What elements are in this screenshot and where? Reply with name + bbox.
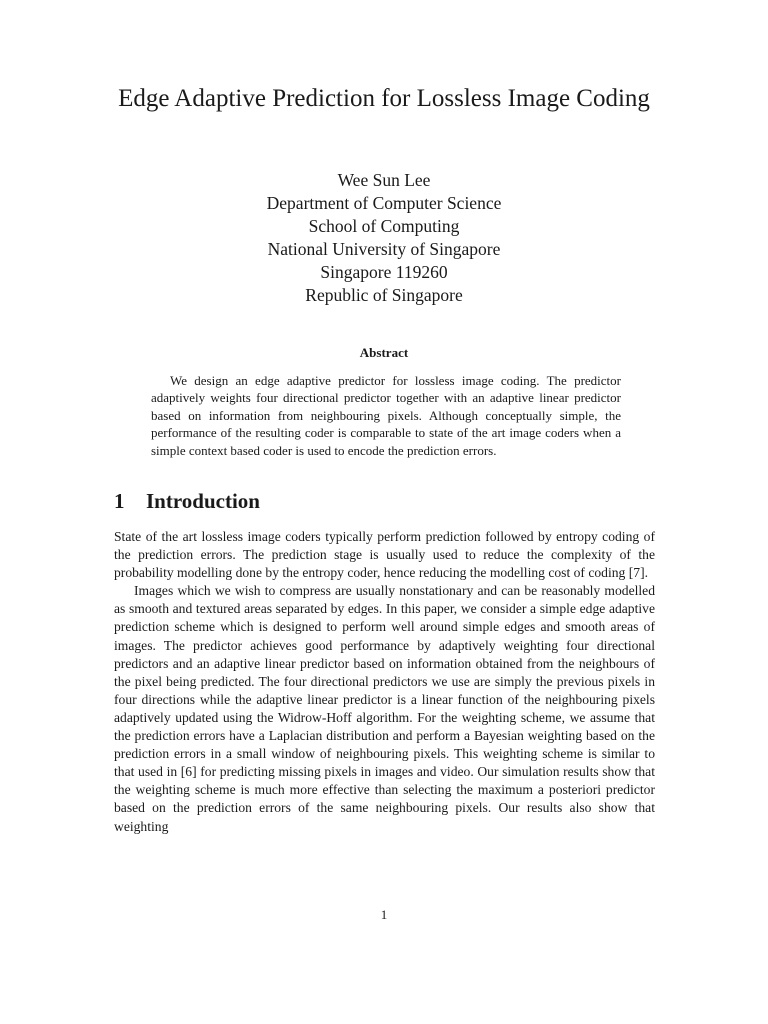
author-school: School of Computing [308, 216, 460, 236]
section-number: 1 [114, 489, 125, 513]
author-department: Department of Computer Science [266, 193, 502, 213]
author-city: Singapore 119260 [320, 262, 448, 282]
author-name: Wee Sun Lee [337, 170, 431, 190]
paper-title: Edge Adaptive Prediction for Lossless Image Coding [118, 85, 650, 112]
abstract-text: We design an edge adaptive predictor for lossless image coding. The predictor adaptively weights four directional predictor together with an adaptive linear predictor based on information from neighbouring pixels. Although conceptually simple, the performance of the resulting coder is comparable to state of the art image coders when a simple context based coder is used to encode the prediction errors. [151, 373, 621, 458]
body-text [114, 528, 655, 836]
section-title: Introduction [146, 489, 260, 513]
author-country: Republic of Singapore [305, 285, 463, 305]
paragraph: State of the art lossless image coders typically perform prediction followed by entropy coding of the prediction errors. The prediction stage is usually used to reduce the complexity of the probability modelling done by the entropy coder, hence reducing the modelling cost of coding [7]. [114, 529, 655, 581]
author-university: National University of Singapore [267, 239, 501, 259]
page-number: 1 [380, 907, 388, 922]
abstract-heading: Abstract [359, 345, 409, 360]
section-heading [114, 487, 260, 515]
author-block [114, 169, 654, 307]
paragraph: Images which we wish to compress are usually nonstationary and can be reasonably modelled as smooth and textured areas separated by edges. In this paper, we consider a simple edge adaptive prediction scheme which is designed to perform well around simple edges and smooth areas of images. The predictor achieves good performance by adaptively weighting four directional predictors and an adaptive linear predictor based on information obtained from the neighbours of the pixel being predicted. The four directional predictors we use are simply the previous pixels in four directions while the adaptive linear predictor is a linear function of the neighbouring pixels adaptively updated using the Widrow-Hoff algorithm. For the weighting scheme, we assume that the prediction errors have a Laplacian distribution and perform a Bayesian weighting based on the prediction errors in a small window of neighbouring pixels. This weighting scheme is similar to that used in [6] for predicting missing pixels in images and video. Our simulation results show that the weighting scheme is much more effective than selecting the maximum a posteriori predictor based on the prediction errors of the same neighbouring pixels. Our results also show that weighting [114, 583, 655, 834]
